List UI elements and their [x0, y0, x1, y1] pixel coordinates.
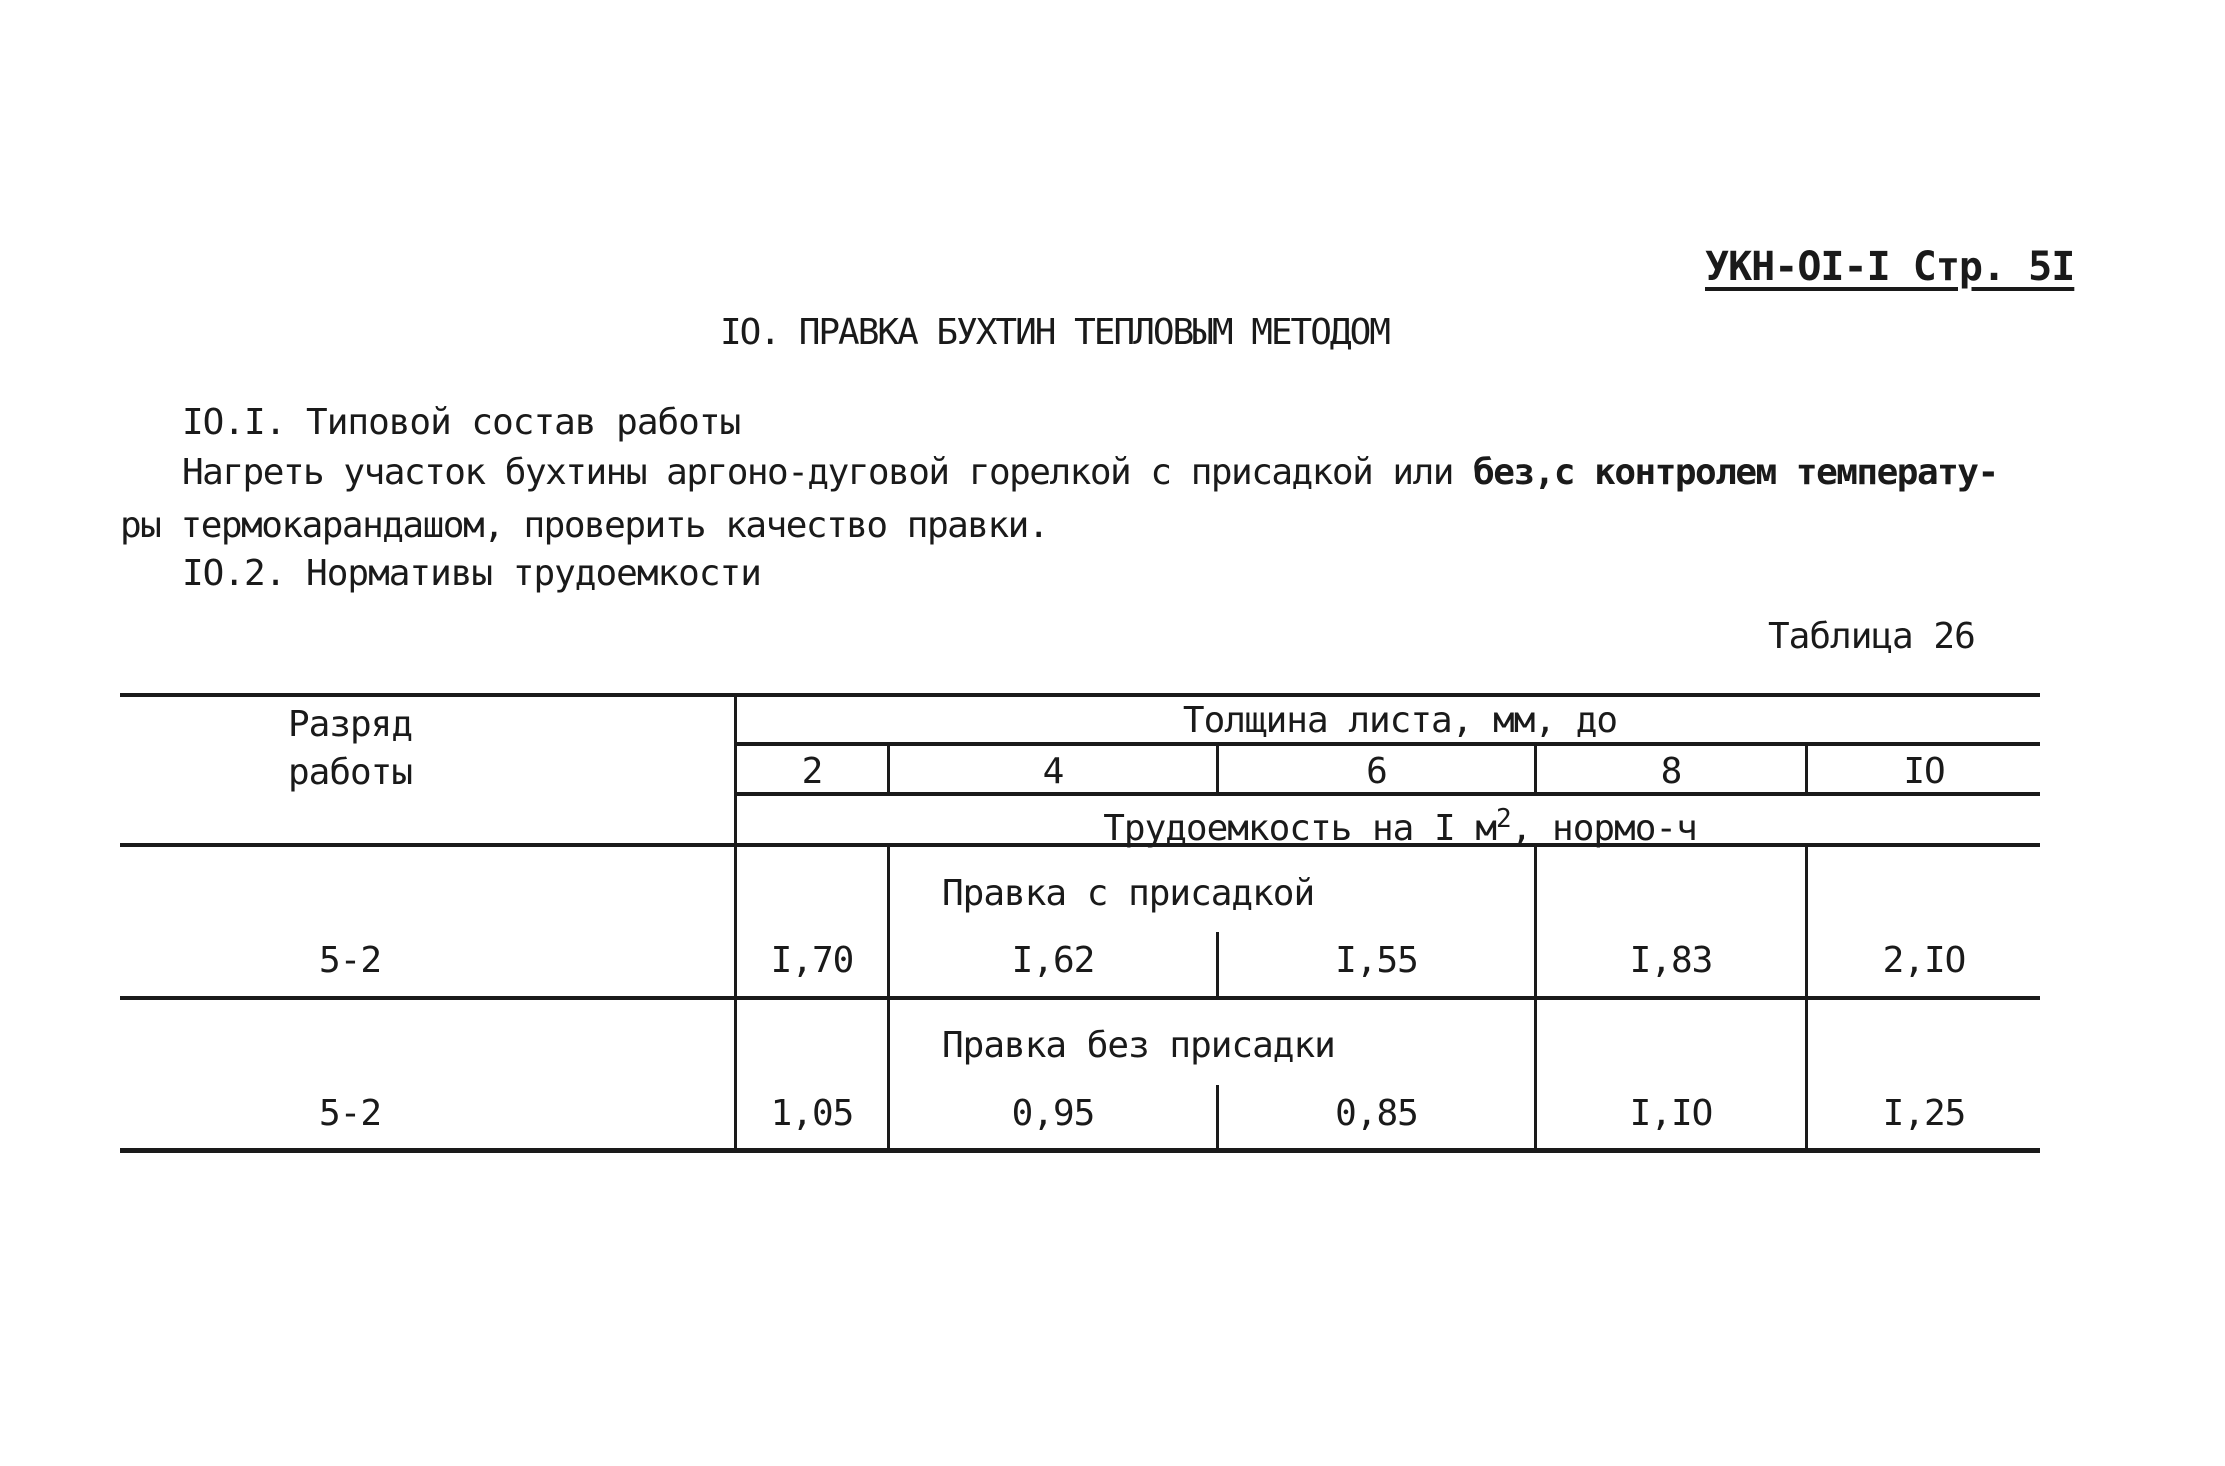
thickness-value: 6	[1366, 751, 1387, 792]
group-grade: 5-2	[318, 940, 382, 981]
thickness-value: 4	[1042, 751, 1064, 792]
table-group-separator-rule	[120, 996, 2040, 1000]
body-paragraph-line-2: ры термокарандашом, проверить качество правки.	[120, 505, 1048, 546]
table-rule-under-thickness-values	[735, 792, 2040, 796]
row-header-line-1: Разряд	[287, 704, 413, 745]
table-cell-value: 2,IO	[1882, 940, 1966, 981]
thickness-header: Толщина листа, мм, до	[1182, 700, 1618, 741]
thickness-value: 8	[1660, 751, 1682, 792]
table-cell-value: I,IO	[1629, 1093, 1713, 1134]
table-caption: Таблица 26	[1768, 616, 1975, 657]
table-cell-value: I,25	[1882, 1093, 1966, 1134]
body-paragraph-line-1	[182, 452, 1998, 493]
group-grade: 5-2	[318, 1093, 382, 1134]
row-header-line-2: работы	[287, 752, 413, 793]
thickness-value: IO	[1903, 751, 1945, 792]
thickness-value: 2	[801, 751, 823, 792]
group-label-without-filler: Правка без присадки	[942, 1025, 1335, 1066]
table-cell-value: I,62	[1011, 940, 1095, 981]
body-text-bold: без,с контролем температу-	[1473, 452, 1998, 493]
table-rule-under-thickness-header	[735, 742, 2040, 746]
table-cell-value: I,55	[1335, 940, 1418, 981]
table-cell-value: 0,85	[1335, 1093, 1418, 1134]
labor-header-superscript: 2	[1496, 804, 1511, 834]
table-bottom-rule	[120, 1148, 2040, 1153]
labor-intensity-header	[1000, 804, 1800, 849]
subsection-heading-norms: IO.2. Нормативы трудоемкости	[182, 553, 761, 594]
section-title: IO. ПРАВКА БУХТИН ТЕПЛОВЫМ МЕТОДОМ	[720, 312, 1389, 353]
table-top-rule	[120, 693, 2040, 697]
subsection-heading-composition: IO.I. Типовой состав работы	[182, 402, 741, 443]
body-text-normal: Нагреть участок бухтины аргоно-дуговой горелкой с присадкой или	[182, 452, 1474, 493]
page-reference: УКН-ОI-I Стр. 5I	[1705, 244, 2075, 290]
labor-header-suffix: , нормо-ч	[1510, 808, 1697, 849]
labor-header-prefix: Трудоемкость на I м	[1103, 808, 1497, 849]
table-cell-value: 0,95	[1011, 1093, 1095, 1134]
table-cell-value: I,83	[1629, 940, 1713, 981]
table-cell-value: 1,05	[770, 1093, 854, 1134]
group-label-with-filler: Правка с присадкой	[942, 873, 1315, 914]
table-cell-value: I,70	[770, 940, 854, 981]
